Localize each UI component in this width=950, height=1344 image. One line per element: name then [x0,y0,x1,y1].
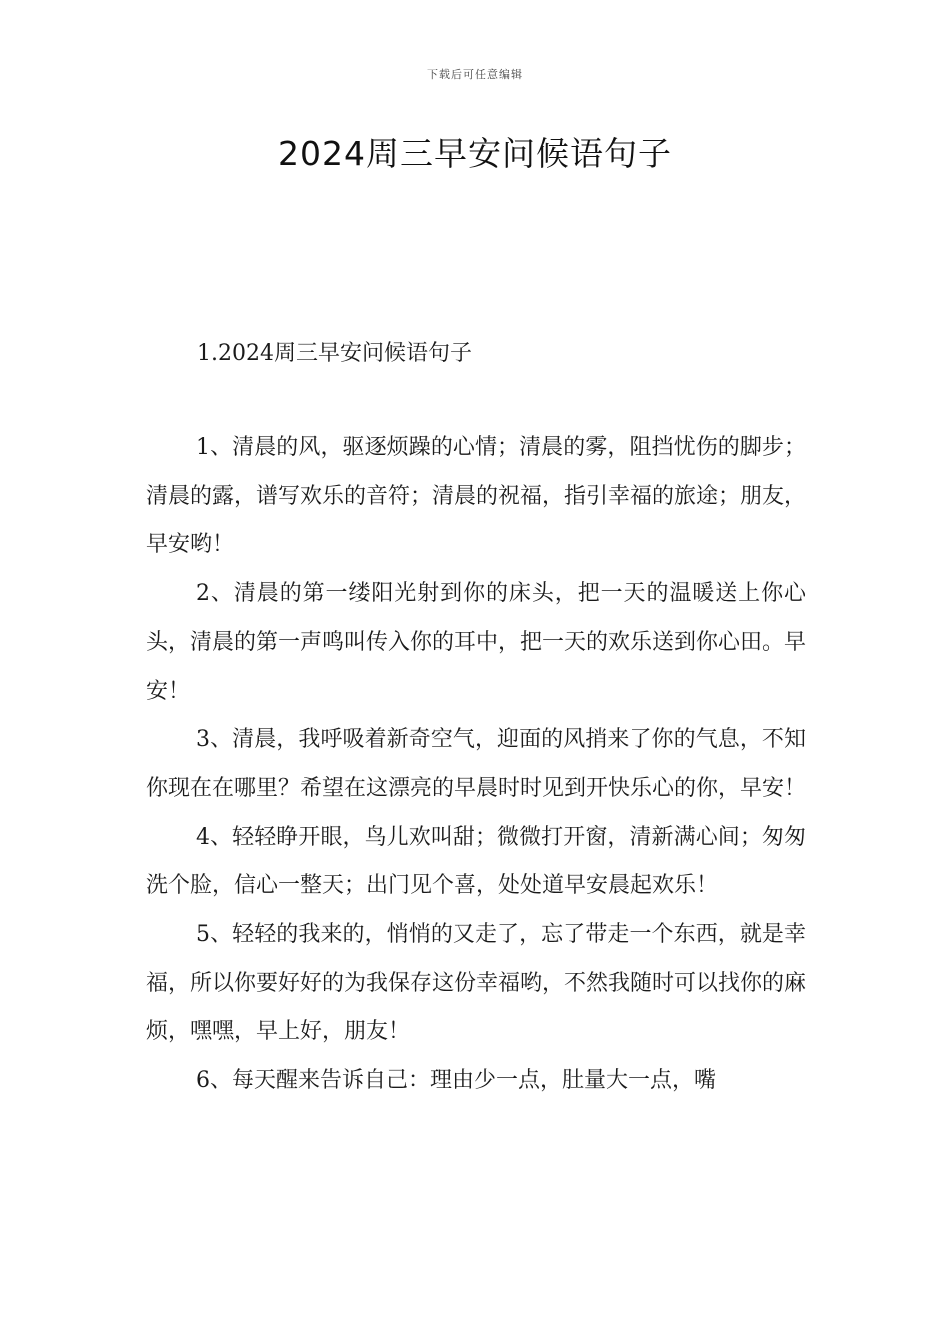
body-text [146,424,806,1106]
header-note: 下载后可任意编辑 [427,68,523,81]
paragraph-6: 6、每天醒来告诉自己：理由少一点，肚量大一点，嘴 [196,1068,716,1094]
paragraph-1: 1、清晨的风，驱逐烦躁的心情；清晨的雾，阻挡忧伤的脚步；清晨的露，谱写欢乐的音符；清晨的祝福，指引幸福的旅途；朋友，早安哟！ [146,435,807,558]
document-title: 2024周三早安问候语句子 [278,134,672,173]
paragraph-2: 2、清晨的第一缕阳光射到你的床头，把一天的温暖送上你心头，清晨的第一声鸣叫传入你的耳中，把一天的欢乐送到你心田。早安！ [146,581,807,704]
paragraph-3: 3、清晨，我呼吸着新奇空气，迎面的风捎来了你的气息，不知你现在在哪里？希望在这漂亮的早晨时时见到开快乐心的你，早安！ [146,727,807,801]
paragraph-5: 5、轻轻的我来的，悄悄的又走了，忘了带走一个东西，就是幸福，所以你要好好的为我保存这份幸福哟，不然我随时可以找你的麻烦，嘿嘿，早上好，朋友！ [146,922,807,1045]
paragraph-4: 4、轻轻睁开眼，鸟儿欢叫甜；微微打开窗，清新满心间；匆匆洗个脸，信心一整天；出门见个喜，处处道早安晨起欢乐！ [146,824,806,899]
section-heading: 1.2024周三早安问候语句子 [197,341,472,366]
